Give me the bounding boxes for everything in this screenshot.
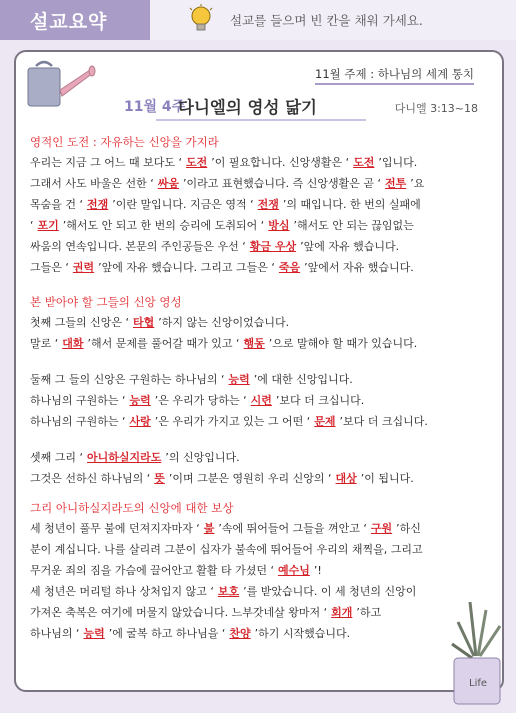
section-body [30, 522, 490, 641]
text-segment: ’앞에 자유 했습니다. [300, 240, 400, 253]
text-line [30, 606, 490, 620]
text-segment: 싸움의 연속입니다. 본문의 주인공들은 우선 ‘ [30, 240, 246, 253]
fill-in-answer: 타협 [133, 316, 155, 329]
text-segment: ’의 때입니다. 한 번의 실패에 [282, 198, 421, 211]
header-bar [150, 0, 516, 40]
text-segment: ’보다 더 크십니다. [339, 415, 428, 428]
plant-label: Life [469, 678, 488, 689]
section-body [30, 156, 490, 275]
text-line [30, 219, 490, 233]
text-line [30, 564, 490, 578]
text-segment: ’해서도 안 되는 끊임없는 [293, 219, 414, 232]
text-segment: 하나님의 구원하는 ‘ [30, 394, 126, 407]
text-line [30, 337, 490, 351]
text-segment: 첫째 그들의 신앙은 ‘ [30, 316, 129, 329]
text-segment: ’앞에 자유 했습니다. 그리고 그들은 ‘ [98, 261, 275, 274]
fill-in-answer: 시련 [250, 394, 272, 407]
text-segment: 우리는 지금 그 어느 때 보다도 ‘ [30, 156, 182, 169]
fill-in-answer: 문제 [314, 415, 336, 428]
fill-in-answer: 죽음 [278, 261, 301, 274]
text-segment: ’이 필요합니다. 신앙생활은 ‘ [211, 156, 350, 169]
fill-in-answer: 전투 [385, 177, 407, 190]
text-segment: 목숨을 건 ‘ [30, 198, 83, 211]
fill-in-answer: 권력 [72, 261, 95, 274]
text-line [30, 394, 490, 408]
fill-in-answer: 싸움 [157, 177, 180, 190]
section-body-group [30, 373, 490, 429]
text-segment: ’이 됩니다. [360, 472, 414, 485]
text-segment: 그것은 선하신 하나님의 ‘ [30, 472, 151, 485]
text-line [30, 472, 490, 486]
text-segment: ’하지 않는 신앙이었습니다. [158, 316, 290, 329]
text-segment: 세 청년이 풀무 불에 던져지자마자 ‘ [30, 522, 200, 535]
text-segment: 둘째 그 들의 신앙은 구원하는 하나님의 ‘ [30, 373, 225, 386]
text-segment: ’속에 뛰어들어 그들을 껴안고 ‘ [218, 522, 367, 535]
text-segment: 셋째 그리 ‘ [30, 451, 83, 464]
text-segment: ’이며 그분은 영원히 우리 신앙의 ‘ [168, 472, 332, 485]
text-segment: 하나님의 ‘ [30, 627, 80, 640]
section-3 [30, 500, 490, 641]
text-segment: ’은 우리가 당하는 ‘ [154, 394, 247, 407]
fill-in-answer: 도전 [353, 156, 375, 169]
fill-in-answer: 대화 [62, 337, 84, 350]
text-line [30, 451, 490, 465]
sermon-title: 다니엘의 영성 닮기 [178, 98, 318, 117]
text-line [30, 261, 490, 275]
worksheet [14, 50, 504, 692]
section-body-group [30, 316, 490, 351]
fill-in-answer: 방심 [268, 219, 290, 232]
fill-in-answer: 구원 [370, 522, 393, 535]
section-1 [30, 134, 490, 275]
watering-can-icon [22, 60, 98, 114]
text-line [30, 585, 490, 599]
text-segment: ’에 굴복 하고 하나님을 ‘ [108, 627, 226, 640]
text-segment: ’보다 더 크십니다. [275, 394, 365, 407]
fill-in-answer: 보호 [217, 585, 240, 598]
title-underline [156, 119, 366, 121]
text-line [30, 627, 490, 641]
text-line [30, 522, 490, 536]
text-line [30, 198, 490, 212]
text-line [30, 415, 490, 429]
scripture-reference: 다니엘 3:13~18 [394, 102, 478, 115]
header-tab-label: 설교요약 [30, 10, 108, 33]
fill-in-answer: 포기 [37, 219, 59, 232]
text-segment: ’으로 말해야 할 때가 있습니다. [268, 337, 418, 350]
text-segment: 그래서 사도 바울은 선한 ‘ [30, 177, 154, 190]
text-segment: ’에 대한 신앙입니다. [253, 373, 353, 386]
monthly-theme: 11월 주제 : 하나님의 세계 통치 [315, 66, 474, 85]
text-segment: ’은 우리가 가지고 있는 그 어떤 ‘ [154, 415, 311, 428]
text-segment: ’를 받았습니다. 이 세 청년의 신앙이 [243, 585, 417, 598]
fill-in-answer: 뜻 [154, 472, 165, 485]
fill-in-answer: 행동 [243, 337, 265, 350]
text-segment: ’입니다. [378, 156, 418, 169]
fill-in-answer: 능력 [129, 394, 151, 407]
text-segment: ’하고 [356, 606, 382, 619]
text-segment: ’하신 [396, 522, 421, 535]
lightbulb-icon [188, 4, 214, 36]
fill-in-answer: 불 [203, 522, 215, 535]
fill-in-answer: 전쟁 [87, 198, 109, 211]
text-segment: ’해서 문제를 풀어갈 때가 있고 ‘ [87, 337, 240, 350]
text-line [30, 156, 490, 170]
fill-in-answer: 능력 [83, 627, 105, 640]
text-segment: ‘ [30, 219, 34, 232]
text-segment: ’앞에서 자유 했습니다. [304, 261, 414, 274]
section-title: 그리 아니하실지라도의 신앙에 대한 보상 [30, 501, 234, 515]
fill-in-answer: 대상 [335, 472, 357, 485]
text-segment: ’이란 말입니다. 지금은 영적 ‘ [112, 198, 254, 211]
fill-in-answer: 도전 [186, 156, 208, 169]
fill-in-answer: 황금 우상 [249, 240, 297, 253]
sermon-content [30, 134, 490, 648]
text-segment: 하나님의 구원하는 ‘ [30, 415, 126, 428]
fill-in-answer: 아니하실지라도 [87, 451, 162, 464]
fill-in-answer: 전쟁 [257, 198, 279, 211]
section-body-group [30, 451, 490, 486]
fill-in-answer: 찬양 [229, 627, 251, 640]
text-line [30, 373, 490, 387]
text-segment: 세 청년은 머리털 하나 상처입지 않고 ‘ [30, 585, 214, 598]
fill-in-answer: 능력 [228, 373, 250, 386]
text-line [30, 240, 490, 254]
fill-in-answer: 회개 [331, 606, 353, 619]
text-segment: 그들은 ‘ [30, 261, 69, 274]
section-2 [30, 294, 490, 486]
text-line [30, 543, 490, 557]
text-segment: ’요 [410, 177, 425, 190]
text-segment: 분이 계십니다. 나를 살리려 그분이 십자가 불속에 뛰어들어 우리의 채찍을, 그리고 [30, 543, 423, 556]
text-segment: 무거운 죄의 짐을 가슴에 끌어안고 활활 타 가셨던 ‘ [30, 564, 274, 577]
text-segment: ’하기 시작했습니다. [254, 627, 351, 640]
text-segment: ’이라고 표현했습니다. 즉 신앙생활은 곧 ‘ [183, 177, 382, 190]
header-instruction: 설교를 들으며 빈 칸을 채워 가세요. [230, 13, 423, 28]
text-segment: 가져온 축복은 여기에 머물지 않았습니다. 느부갓네살 왕마저 ‘ [30, 606, 328, 619]
section-title: 본 받아야 할 그들의 신앙 영성 [30, 295, 182, 309]
week-label: 11월 4주 [124, 99, 186, 115]
header-tab [0, 0, 150, 40]
text-line [30, 177, 490, 191]
text-segment: ’해서도 안 되고 한 번의 승리에 도취되어 ‘ [62, 219, 265, 232]
text-segment: ’의 신앙입니다. [165, 451, 240, 464]
fill-in-answer: 사랑 [129, 415, 151, 428]
text-line [30, 316, 490, 330]
text-segment: ’! [313, 564, 322, 577]
fill-in-answer: 예수님 [278, 564, 310, 577]
text-segment: 말로 ‘ [30, 337, 59, 350]
section-title: 영적인 도전 : 자유하는 신앙을 가지라 [30, 135, 219, 149]
potted-plant-icon [448, 596, 508, 712]
